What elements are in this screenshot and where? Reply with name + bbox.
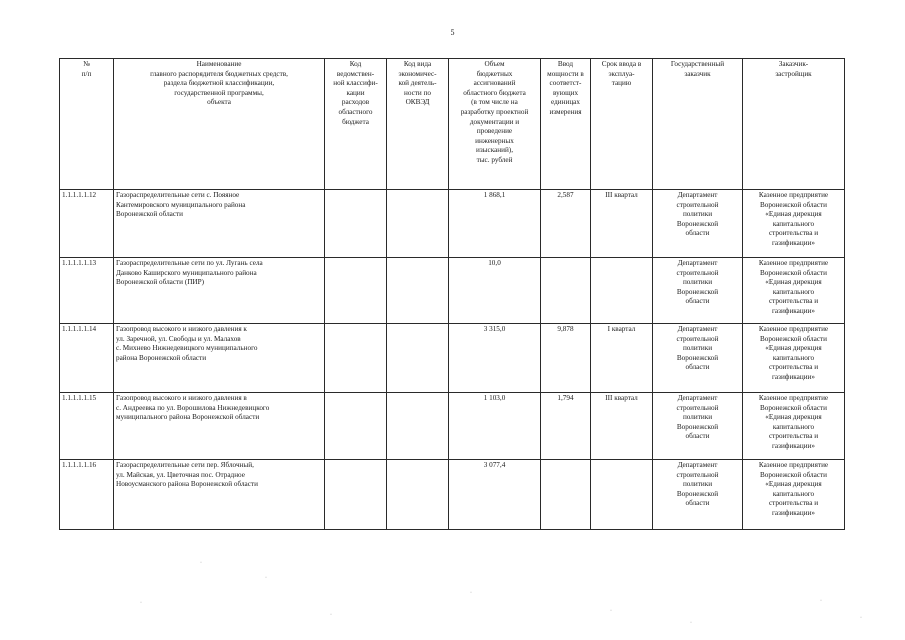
scan-noise: ·	[860, 615, 862, 621]
budget-table	[59, 58, 845, 530]
cell-capacity	[541, 460, 591, 530]
header-okved-code: Код вида экономичес- кой деятель- ности по ОКВЭД	[387, 59, 449, 190]
header-state-customer: Государственный заказчик	[653, 59, 743, 190]
table-row	[60, 324, 845, 393]
cell-developer: Казенное предприятие Воронежской области «Единая дирекция капитального строительства и газификации»	[743, 393, 845, 460]
cell-developer: Казенное предприятие Воронежской области «Единая дирекция капитального строительства и газификации»	[743, 258, 845, 324]
cell-capacity: 2,587	[541, 190, 591, 258]
scan-noise: ·	[330, 612, 332, 618]
cell-vedom-code	[325, 460, 387, 530]
cell-num: 1.1.1.1.1.12	[60, 190, 114, 258]
cell-name: Газопровод высокого и низкого давления к ул. Заречной, ул. Свободы и ул. Малахов с. Михнево Нижнедевицкого муниципального района Воронежской области	[114, 324, 325, 393]
cell-name: Газораспределительные сети по ул. Лугань села Данково Каширского муниципального района Воронежской области (ПИР)	[114, 258, 325, 324]
cell-state-customer: Департамент строительной политики Воронежской области	[653, 393, 743, 460]
header-developer: Заказчик- застройщик	[743, 59, 845, 190]
header-term: Срок ввода в эксплуа- тацию	[591, 59, 653, 190]
scan-noise: ·	[690, 620, 692, 626]
scan-noise: ·	[265, 575, 267, 581]
table-row	[60, 393, 845, 460]
cell-developer: Казенное предприятие Воронежской области «Единая дирекция капитального строительства и газификации»	[743, 190, 845, 258]
cell-name: Газораспределительные сети пер. Яблочный, ул. Майская, ул. Цветочная пос. Отрадное Новоусманского района Воронежской области	[114, 460, 325, 530]
cell-capacity: 1,794	[541, 393, 591, 460]
cell-volume: 1 103,0	[449, 393, 541, 460]
header-num: № п/п	[60, 59, 114, 190]
scan-noise: ·	[140, 600, 142, 606]
cell-vedom-code	[325, 324, 387, 393]
cell-state-customer: Департамент строительной политики Воронежской области	[653, 258, 743, 324]
cell-volume: 10,0	[449, 258, 541, 324]
header-row	[60, 59, 845, 190]
header-volume: Объем бюджетных ассигнований областного бюджета (в том числе на разработку проектной документации и проведение инженерных изысканий), тыс. рублей	[449, 59, 541, 190]
cell-developer: Казенное предприятие Воронежской области «Единая дирекция капитального строительства и газификации»	[743, 460, 845, 530]
header-capacity: Ввод мощности в соответст- вующих единицах измерения	[541, 59, 591, 190]
cell-name: Газораспределительные сети с. Пояяное Кантемировского муниципального района Воронежской области	[114, 190, 325, 258]
table-row	[60, 258, 845, 324]
scan-noise: ·	[470, 590, 472, 596]
scan-noise: ·	[610, 608, 612, 614]
cell-num: 1.1.1.1.1.13	[60, 258, 114, 324]
cell-vedom-code	[325, 190, 387, 258]
cell-state-customer: Департамент строительной политики Воронежской области	[653, 190, 743, 258]
cell-num: 1.1.1.1.1.15	[60, 393, 114, 460]
cell-capacity: 9,878	[541, 324, 591, 393]
cell-volume: 1 868,1	[449, 190, 541, 258]
cell-term: III квартал	[591, 190, 653, 258]
header-vedom-code: Код ведомствен- ной классифи- кации расходов областного бюджета	[325, 59, 387, 190]
scan-noise: ·	[820, 598, 822, 604]
cell-capacity	[541, 258, 591, 324]
cell-okved-code	[387, 190, 449, 258]
cell-volume: 3 315,0	[449, 324, 541, 393]
page-number: 5	[450, 28, 455, 37]
cell-name: Газопровод высокого и низкого давления в с. Андреевка по ул. Ворошилова Нижнедевицкого муниципального района Воронежской области	[114, 393, 325, 460]
cell-state-customer: Департамент строительной политики Воронежской области	[653, 324, 743, 393]
table-row	[60, 460, 845, 530]
cell-vedom-code	[325, 258, 387, 324]
table-row	[60, 190, 845, 258]
cell-term: I квартал	[591, 324, 653, 393]
cell-num: 1.1.1.1.1.16	[60, 460, 114, 530]
cell-vedom-code	[325, 393, 387, 460]
cell-num: 1.1.1.1.1.14	[60, 324, 114, 393]
cell-volume: 3 077,4	[449, 460, 541, 530]
cell-okved-code	[387, 393, 449, 460]
cell-state-customer: Департамент строительной политики Воронежской области	[653, 460, 743, 530]
cell-term: III квартал	[591, 393, 653, 460]
cell-term	[591, 460, 653, 530]
header-name: Наименование главного распорядителя бюджетных средств, раздела бюджетной классификации, государственной программы, объекта	[114, 59, 325, 190]
cell-okved-code	[387, 258, 449, 324]
scan-noise: ·	[200, 560, 202, 566]
cell-okved-code	[387, 460, 449, 530]
cell-okved-code	[387, 324, 449, 393]
cell-term	[591, 258, 653, 324]
cell-developer: Казенное предприятие Воронежской области «Единая дирекция капитального строительства и газификации»	[743, 324, 845, 393]
